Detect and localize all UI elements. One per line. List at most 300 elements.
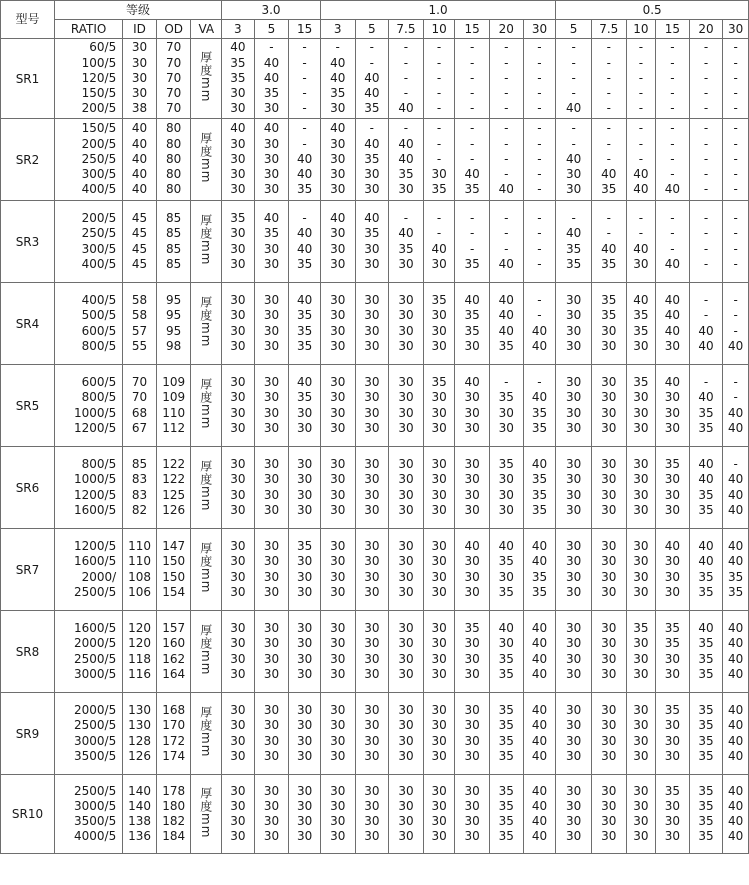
ratio-cell-values: 2000/5 2500/5 3000/5 3500/5 bbox=[74, 703, 117, 763]
thickness-cell bbox=[254, 201, 289, 283]
thickness-cell-values: 30 30 30 30 bbox=[263, 783, 280, 844]
thickness-cell bbox=[656, 201, 690, 283]
thickness-cell bbox=[389, 529, 424, 611]
thickness-cell bbox=[254, 119, 289, 201]
id-cell-values: 110 110 108 106 bbox=[128, 539, 151, 599]
thickness-cell bbox=[556, 119, 592, 201]
thickness-cell bbox=[355, 447, 389, 529]
thickness-cell bbox=[656, 447, 690, 529]
thickness-cell bbox=[355, 775, 389, 854]
thickness-cell bbox=[289, 201, 321, 283]
od-cell-values: 122 122 125 126 bbox=[162, 457, 186, 517]
model-cell: SR6 bbox=[1, 447, 55, 529]
thickness-cell bbox=[389, 283, 424, 365]
id-cell-values: 58 58 57 55 bbox=[131, 293, 148, 353]
thickness-cell-values: 40 35 35 35 bbox=[531, 457, 548, 517]
thickness-cell bbox=[423, 447, 455, 529]
table-row bbox=[1, 119, 749, 201]
thickness-cell bbox=[591, 283, 626, 365]
thickness-cell-values: 40 40 40 30 bbox=[664, 293, 681, 353]
thickness-cell-values: - - - - - bbox=[302, 40, 307, 116]
thickness-cell-values: 30 30 30 30 bbox=[230, 457, 246, 517]
thickness-cell-values: - - 40 40 35 bbox=[364, 40, 380, 116]
thickness-cell-values: - - - - 40 bbox=[398, 40, 414, 116]
thickness-cell bbox=[490, 201, 524, 283]
thickness-cell-values: - - 40 35 bbox=[601, 211, 617, 271]
table-row bbox=[1, 201, 749, 283]
thickness-cell bbox=[455, 201, 490, 283]
va-value-header: 3 bbox=[222, 20, 255, 39]
thickness-cell-values: 30 30 30 30 bbox=[230, 375, 246, 435]
thickness-cell bbox=[689, 529, 723, 611]
ratio-cell bbox=[54, 201, 122, 283]
thickness-cell bbox=[389, 365, 424, 447]
thickness-cell-values: - - - - 40 bbox=[664, 121, 681, 197]
thickness-cell bbox=[320, 365, 355, 447]
thickness-cell bbox=[591, 693, 626, 775]
thickness-cell bbox=[355, 365, 389, 447]
thickness-cell bbox=[289, 529, 321, 611]
od-cell-values: 109 109 110 112 bbox=[162, 375, 186, 435]
thickness-cell-values: 30 30 30 30 bbox=[330, 783, 346, 844]
thickness-cell-values: 30 30 30 30 bbox=[431, 457, 447, 517]
thickness-cell-values: 30 30 30 30 bbox=[330, 703, 346, 763]
table-row bbox=[1, 611, 749, 693]
od-header: OD bbox=[156, 20, 191, 39]
thickness-cell-values: - - - - - bbox=[470, 40, 475, 116]
od-cell bbox=[156, 39, 191, 119]
thickness-cell-values: 30 30 30 30 bbox=[330, 457, 346, 517]
thickness-cell bbox=[355, 201, 389, 283]
id-cell bbox=[123, 283, 157, 365]
thickness-cell-values: 30 30 30 30 bbox=[398, 621, 414, 681]
thickness-cell-values: - - - 40 35 bbox=[601, 121, 617, 197]
thickness-cell-values: - - - 40 bbox=[728, 293, 744, 353]
thickness-cell bbox=[689, 119, 723, 201]
thickness-cell-values: 40 40 35 35 bbox=[698, 457, 714, 517]
thickness-cell bbox=[556, 529, 592, 611]
thickness-cell-values: 30 30 30 30 bbox=[565, 293, 582, 353]
thickness-cell-values: - - - 35 bbox=[464, 211, 480, 271]
thickness-cell-values: 30 30 30 30 bbox=[398, 539, 414, 599]
id-cell-values: 85 83 83 82 bbox=[131, 457, 148, 517]
thickness-cell bbox=[320, 39, 355, 119]
thickness-cell bbox=[723, 611, 749, 693]
thickness-cell bbox=[320, 447, 355, 529]
thickness-cell-values: 35 30 30 30 bbox=[498, 457, 514, 517]
thickness-cell-values: 30 30 30 30 bbox=[263, 293, 280, 353]
od-cell bbox=[156, 693, 191, 775]
thickness-cell-values: 40 40 40 35 bbox=[498, 293, 514, 353]
thickness-cell-values: - - - - - bbox=[670, 40, 675, 116]
thickness-cell bbox=[689, 611, 723, 693]
thickness-cell-values: 40 40 35 35 bbox=[531, 539, 548, 599]
thickness-cell bbox=[523, 611, 556, 693]
thickness-cell bbox=[689, 365, 723, 447]
thickness-cell bbox=[254, 447, 289, 529]
thickness-unit-label: 厚度mm bbox=[198, 624, 213, 676]
thickness-cell-values: 35 30 30 30 bbox=[464, 621, 480, 681]
va-value-header: 15 bbox=[455, 20, 490, 39]
thickness-cell bbox=[556, 39, 592, 119]
thickness-cell bbox=[222, 693, 255, 775]
thickness-cell bbox=[626, 447, 656, 529]
thickness-cell bbox=[355, 39, 389, 119]
thickness-cell-values: 30 30 30 30 bbox=[601, 539, 617, 599]
table-row bbox=[1, 283, 749, 365]
thickness-cell-values: 40 40 40 40 bbox=[531, 783, 548, 844]
thickness-cell bbox=[656, 693, 690, 775]
thickness-cell-values: - - - 40 35 bbox=[464, 121, 480, 197]
ratio-cell-values: 60/5 100/5 120/5 150/5 200/5 bbox=[81, 40, 117, 116]
thickness-cell-values: - - - - 40 bbox=[565, 40, 582, 116]
thickness-cell-values: 30 30 30 30 bbox=[565, 703, 582, 763]
thickness-cell bbox=[222, 529, 255, 611]
header-row-2 bbox=[1, 20, 749, 39]
thickness-cell-values: - - - - - bbox=[436, 40, 442, 116]
thickness-cell bbox=[556, 693, 592, 775]
thickness-cell-values: - 40 40 40 bbox=[728, 457, 744, 517]
od-cell-values: 147 150 150 154 bbox=[162, 539, 186, 599]
thickness-cell bbox=[254, 365, 289, 447]
va-value-header: 10 bbox=[626, 20, 656, 39]
table-body bbox=[1, 39, 749, 854]
thickness-cell bbox=[289, 365, 321, 447]
od-cell bbox=[156, 201, 191, 283]
thickness-cell bbox=[455, 283, 490, 365]
thickness-cell-values: 30 30 30 30 bbox=[263, 457, 280, 517]
thickness-cell-values: - - - - - bbox=[703, 40, 709, 116]
thickness-cell bbox=[423, 39, 455, 119]
thickness-cell-values: 40 35 35 35 bbox=[296, 293, 313, 353]
thickness-cell bbox=[320, 611, 355, 693]
thickness-cell-values: 40 30 30 30 bbox=[664, 375, 681, 435]
thickness-cell bbox=[723, 693, 749, 775]
thickness-cell bbox=[556, 365, 592, 447]
thickness-cell bbox=[591, 39, 626, 119]
thickness-cell bbox=[556, 283, 592, 365]
thickness-cell bbox=[423, 693, 455, 775]
thickness-cell bbox=[490, 775, 524, 854]
thickness-cell bbox=[626, 775, 656, 854]
thickness-cell-values: 30 30 30 30 bbox=[565, 783, 582, 844]
thickness-cell-values: - - - 40 bbox=[498, 211, 514, 271]
id-cell bbox=[123, 39, 157, 119]
thickness-cell-values: 30 30 30 30 bbox=[263, 703, 280, 763]
thickness-cell-values: - 40 40 35 30 bbox=[263, 40, 280, 116]
thickness-cell-values: 30 30 30 30 bbox=[296, 783, 313, 844]
thickness-cell-values: 40 30 30 30 bbox=[664, 539, 681, 599]
model-cell: SR2 bbox=[1, 119, 55, 201]
thickness-cell-values: 30 30 30 30 bbox=[364, 703, 380, 763]
thickness-cell bbox=[289, 283, 321, 365]
od-cell-values: 157 160 162 164 bbox=[162, 621, 186, 681]
thickness-unit-label: 厚度mm bbox=[198, 542, 213, 594]
thickness-cell-values: - - - 40 40 bbox=[633, 121, 649, 197]
thickness-cell-values: 40 35 30 30 bbox=[364, 211, 380, 271]
thickness-cell bbox=[689, 693, 723, 775]
thickness-cell bbox=[591, 365, 626, 447]
thickness-cell-values: 30 30 30 30 bbox=[565, 539, 582, 599]
ratio-cell bbox=[54, 119, 122, 201]
model-cell: SR4 bbox=[1, 283, 55, 365]
thickness-cell bbox=[222, 39, 255, 119]
thickness-cell bbox=[222, 119, 255, 201]
thickness-cell-values: 30 30 30 30 bbox=[464, 457, 480, 517]
va-unit-cell bbox=[191, 201, 222, 283]
thickness-cell-values: 30 30 30 30 bbox=[330, 375, 346, 435]
va-value-header: 20 bbox=[689, 20, 723, 39]
thickness-cell bbox=[723, 365, 749, 447]
thickness-cell-values: - - - 30 35 bbox=[431, 121, 447, 197]
thickness-cell-values: 35 35 35 35 bbox=[498, 703, 514, 763]
thickness-cell-values: 35 30 30 30 bbox=[664, 783, 681, 844]
thickness-cell-values: - - 40 30 bbox=[633, 211, 649, 271]
thickness-cell-values: 30 30 30 30 bbox=[633, 457, 649, 517]
thickness-cell bbox=[455, 39, 490, 119]
thickness-cell bbox=[723, 283, 749, 365]
thickness-cell-values: 40 40 40 40 bbox=[531, 703, 548, 763]
thickness-cell bbox=[355, 611, 389, 693]
thickness-cell bbox=[222, 775, 255, 854]
thickness-cell bbox=[389, 693, 424, 775]
thickness-cell-values: 30 30 30 30 bbox=[364, 783, 380, 844]
thickness-cell bbox=[455, 775, 490, 854]
od-cell-values: 178 180 182 184 bbox=[162, 783, 186, 844]
thickness-cell-values: - 40 35 30 30 bbox=[364, 121, 380, 197]
thickness-cell-values: 40 40 40 40 bbox=[728, 703, 744, 763]
thickness-unit-label: 厚度mm bbox=[198, 296, 213, 348]
thickness-cell-values: 30 30 30 30 bbox=[565, 375, 582, 435]
va-value-header: 5 bbox=[355, 20, 389, 39]
thickness-cell-values: 30 30 30 30 bbox=[296, 457, 313, 517]
table-row bbox=[1, 447, 749, 529]
thickness-cell bbox=[523, 283, 556, 365]
thickness-cell-values: 30 30 30 30 bbox=[398, 457, 414, 517]
va-value-header: 5 bbox=[254, 20, 289, 39]
thickness-cell bbox=[723, 447, 749, 529]
thickness-cell bbox=[656, 611, 690, 693]
model-header: 型号 bbox=[1, 1, 55, 39]
thickness-unit-label: 厚度mm bbox=[198, 214, 213, 266]
va-value-header: 15 bbox=[289, 20, 321, 39]
thickness-cell-values: 30 30 30 30 bbox=[431, 703, 447, 763]
thickness-cell bbox=[626, 39, 656, 119]
thickness-cell bbox=[656, 119, 690, 201]
thickness-unit-label: 厚度mm bbox=[198, 51, 213, 103]
ratio-cell bbox=[54, 283, 122, 365]
od-cell bbox=[156, 529, 191, 611]
thickness-cell bbox=[222, 283, 255, 365]
thickness-cell-values: 30 30 30 30 bbox=[601, 621, 617, 681]
od-cell-values: 80 80 80 80 80 bbox=[166, 121, 182, 197]
thickness-cell bbox=[423, 529, 455, 611]
thickness-cell-values: 30 30 30 30 bbox=[364, 621, 380, 681]
thickness-cell bbox=[490, 283, 524, 365]
thickness-cell-values: 30 30 30 30 bbox=[330, 621, 346, 681]
thickness-cell bbox=[289, 39, 321, 119]
thickness-cell bbox=[320, 119, 355, 201]
thickness-cell-values: 40 40 35 35 bbox=[728, 539, 744, 599]
thickness-cell-values: 40 30 30 30 30 bbox=[330, 121, 346, 197]
thickness-cell-values: 35 35 30 30 bbox=[601, 293, 617, 353]
thickness-cell bbox=[490, 365, 524, 447]
thickness-cell bbox=[389, 39, 424, 119]
thickness-cell-values: 30 30 30 30 bbox=[431, 539, 447, 599]
thickness-cell bbox=[455, 119, 490, 201]
thickness-cell-values: - 40 35 35 bbox=[698, 375, 714, 435]
thickness-cell-values: 40 35 35 30 bbox=[464, 293, 480, 353]
thickness-cell-values: 35 30 30 30 bbox=[664, 703, 681, 763]
thickness-cell bbox=[490, 611, 524, 693]
thickness-cell bbox=[556, 775, 592, 854]
thickness-cell-values: - - - - - bbox=[703, 121, 709, 197]
model-cell: SR9 bbox=[1, 693, 55, 775]
thickness-cell bbox=[626, 611, 656, 693]
thickness-cell-values: 30 30 30 30 bbox=[263, 621, 280, 681]
thickness-unit-label: 厚度mm bbox=[198, 132, 213, 184]
thickness-cell-values: - - - - - bbox=[537, 121, 542, 197]
thickness-cell-values: 30 30 30 30 bbox=[230, 783, 246, 844]
thickness-cell-values: 40 40 40 40 bbox=[531, 621, 548, 681]
thickness-cell bbox=[222, 447, 255, 529]
thickness-cell-values: 35 30 30 30 bbox=[431, 375, 447, 435]
id-cell bbox=[123, 529, 157, 611]
ratio-cell-values: 400/5 500/5 600/5 800/5 bbox=[81, 293, 117, 353]
header-row-1 bbox=[1, 1, 749, 20]
thickness-unit-label: 厚度mm bbox=[198, 460, 213, 512]
thickness-cell-values: 35 35 30 30 bbox=[664, 621, 681, 681]
thickness-cell bbox=[389, 447, 424, 529]
thickness-cell-values: 35 35 35 35 bbox=[698, 703, 714, 763]
thickness-cell-values: 40 30 30 30 30 bbox=[263, 121, 280, 197]
thickness-cell bbox=[254, 775, 289, 854]
thickness-cell-values: 40 35 30 30 bbox=[263, 211, 280, 271]
thickness-cell-values: 40 30 35 35 bbox=[498, 621, 514, 681]
id-cell-values: 40 40 40 40 40 bbox=[131, 121, 148, 197]
thickness-cell bbox=[523, 447, 556, 529]
thickness-cell bbox=[389, 611, 424, 693]
thickness-cell-values: 40 30 30 30 bbox=[330, 211, 346, 271]
id-cell bbox=[123, 201, 157, 283]
thickness-cell bbox=[455, 693, 490, 775]
thickness-cell bbox=[423, 775, 455, 854]
model-cell: SR8 bbox=[1, 611, 55, 693]
class-group-header: 0.5 bbox=[556, 1, 749, 20]
id-cell bbox=[123, 693, 157, 775]
thickness-cell-values: 30 30 30 30 bbox=[601, 375, 617, 435]
thickness-cell-values: - - - - 40 bbox=[498, 121, 514, 197]
va-value-header: 7.5 bbox=[591, 20, 626, 39]
va-value-header: 30 bbox=[523, 20, 556, 39]
id-cell bbox=[123, 775, 157, 854]
thickness-cell-values: 40 35 35 30 bbox=[633, 293, 649, 353]
od-cell bbox=[156, 119, 191, 201]
thickness-cell bbox=[389, 775, 424, 854]
thickness-cell-values: 30 30 30 30 bbox=[633, 783, 649, 844]
thickness-cell-values: 35 30 30 30 bbox=[431, 293, 447, 353]
thickness-cell-values: 40 40 40 40 bbox=[728, 621, 744, 681]
ratio-cell-values: 600/5 800/5 1000/5 1200/5 bbox=[74, 375, 117, 435]
thickness-cell-values: 30 30 30 30 bbox=[464, 783, 480, 844]
thickness-cell bbox=[490, 693, 524, 775]
thickness-cell bbox=[320, 283, 355, 365]
thickness-cell bbox=[423, 119, 455, 201]
thickness-cell bbox=[556, 447, 592, 529]
thickness-cell bbox=[723, 775, 749, 854]
thickness-cell bbox=[656, 365, 690, 447]
thickness-cell-values: 30 30 30 30 bbox=[364, 375, 380, 435]
table-row bbox=[1, 365, 749, 447]
thickness-cell bbox=[222, 201, 255, 283]
thickness-cell bbox=[689, 201, 723, 283]
model-cell: SR1 bbox=[1, 39, 55, 119]
thickness-unit-label: 厚度mm bbox=[198, 786, 213, 839]
thickness-cell-values: - - - - - bbox=[638, 40, 644, 116]
thickness-cell-values: 35 30 30 30 bbox=[296, 539, 313, 599]
thickness-cell bbox=[626, 529, 656, 611]
thickness-cell-values: 30 30 30 30 bbox=[633, 703, 649, 763]
thickness-cell-values: 30 30 30 30 bbox=[398, 783, 414, 844]
va-header: VA bbox=[191, 20, 222, 39]
thickness-cell-values: 30 30 30 30 bbox=[601, 457, 617, 517]
thickness-cell bbox=[289, 775, 321, 854]
ratio-cell bbox=[54, 693, 122, 775]
thickness-cell-values: 30 30 30 30 bbox=[230, 703, 246, 763]
thickness-cell-values: 35 30 30 30 bbox=[230, 211, 246, 271]
thickness-cell bbox=[254, 283, 289, 365]
class-group-header: 3.0 bbox=[222, 1, 321, 20]
ratio-cell bbox=[54, 447, 122, 529]
thickness-cell-values: 35 35 35 35 bbox=[698, 783, 714, 844]
thickness-cell bbox=[355, 119, 389, 201]
id-cell-values: 130 130 128 126 bbox=[128, 703, 151, 763]
thickness-cell bbox=[320, 529, 355, 611]
thickness-cell-values: 40 35 30 35 bbox=[498, 539, 514, 599]
va-value-header: 3 bbox=[320, 20, 355, 39]
ratio-cell-values: 150/5 200/5 250/5 300/5 400/5 bbox=[81, 121, 117, 197]
od-cell bbox=[156, 365, 191, 447]
id-cell bbox=[123, 447, 157, 529]
thickness-cell-values: - - 40 30 bbox=[431, 211, 447, 271]
va-unit-cell bbox=[191, 529, 222, 611]
thickness-cell bbox=[389, 119, 424, 201]
thickness-cell bbox=[490, 39, 524, 119]
va-unit-cell bbox=[191, 283, 222, 365]
od-cell bbox=[156, 775, 191, 854]
thickness-cell bbox=[523, 39, 556, 119]
od-cell bbox=[156, 447, 191, 529]
thickness-cell-values: 35 30 30 30 bbox=[633, 375, 649, 435]
thickness-cell bbox=[455, 365, 490, 447]
ratio-cell bbox=[54, 611, 122, 693]
table-row bbox=[1, 775, 749, 854]
thickness-cell-values: 30 30 30 30 bbox=[464, 703, 480, 763]
thickness-cell bbox=[591, 775, 626, 854]
thickness-cell bbox=[289, 119, 321, 201]
thickness-cell bbox=[254, 529, 289, 611]
thickness-cell bbox=[423, 283, 455, 365]
thickness-cell bbox=[355, 693, 389, 775]
thickness-cell bbox=[523, 529, 556, 611]
thickness-cell-values: 30 30 30 30 bbox=[398, 293, 414, 353]
thickness-cell bbox=[656, 39, 690, 119]
thickness-cell-values: - - 40 30 30 bbox=[565, 121, 582, 197]
id-cell bbox=[123, 365, 157, 447]
thickness-unit-label: 厚度mm bbox=[198, 706, 213, 758]
thickness-cell-values: - - - - - bbox=[733, 40, 738, 116]
thickness-cell-values: - 40 40 35 30 bbox=[330, 40, 346, 116]
